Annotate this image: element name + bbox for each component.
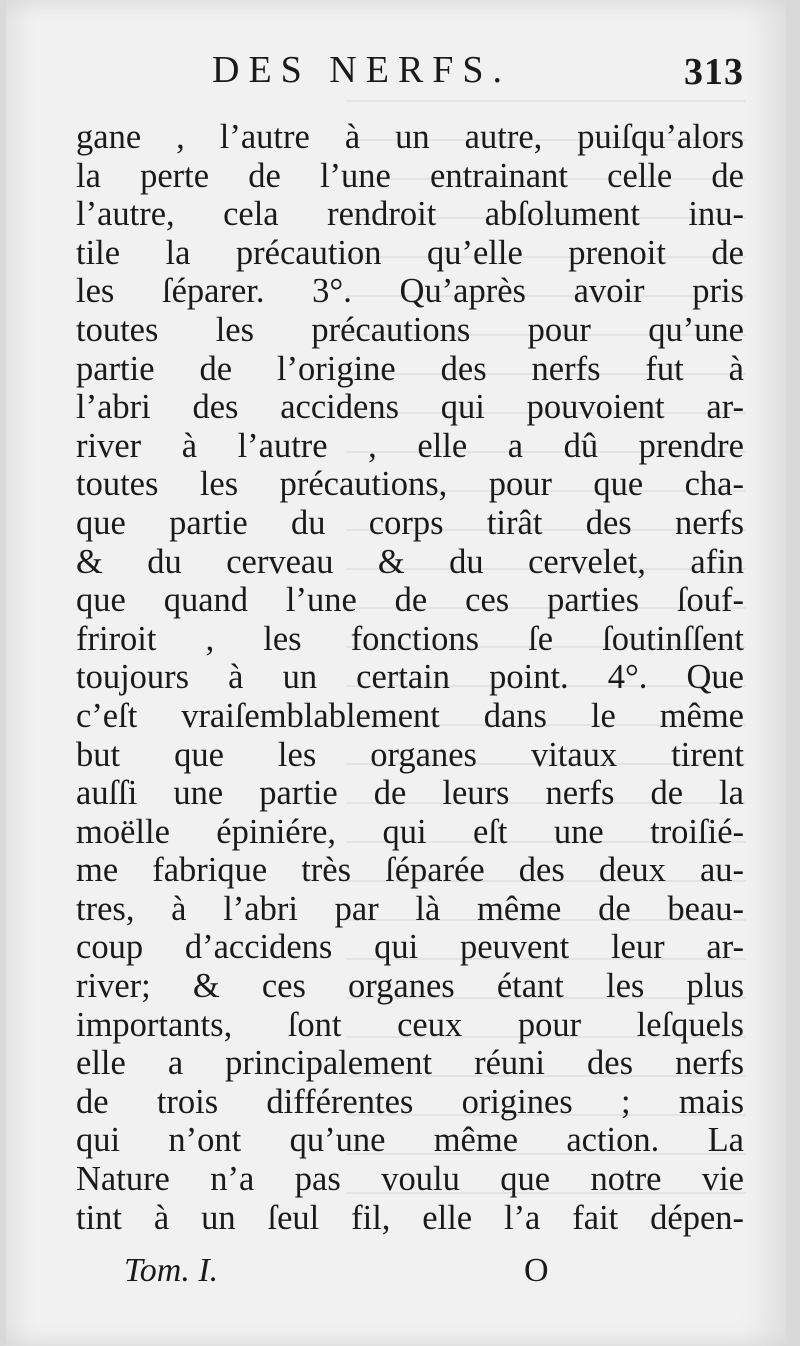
text-line: tint à un ſeul fil, elle l’a fait dépen- [76,1198,744,1237]
volume-signature: Tom. I. [124,1252,219,1289]
text-line: & du cerveau & du cervelet, afin [76,542,744,581]
text-line: que partie du corps tirât des nerfs [76,503,744,542]
text-line: importants, ſont ceux pour leſquels [76,1005,744,1044]
text-line: l’autre, cela rendroit abſolument inu- [76,195,744,234]
running-title: DES NERFS. [212,49,512,91]
text-line: river à l’autre , elle a dû prendre [76,426,744,465]
text-line: partie de l’origine des nerfs fut à [76,349,744,388]
text-line: coup d’accidens qui peuvent leur ar- [76,928,744,967]
body-text [76,118,744,1237]
text-line: toutes les précautions pour qu’une [76,310,744,349]
text-line: moëlle épiniére, qui eſt une troiſié- [76,812,744,851]
text-line: c’eſt vraiſemblablement dans le même [76,696,744,735]
text-line: toutes les précautions, pour que cha- [76,465,744,504]
text-line: la perte de l’une entrainant celle de [76,156,744,195]
text-line: les ſéparer. 3°. Qu’après avoir pris [76,272,744,311]
text-line: de trois différentes origines ; mais [76,1082,744,1121]
text-line: qui n’ont qu’une même action. La [76,1121,744,1160]
page-footer [6,1252,766,1300]
text-line: river; & ces organes étant les plus [76,967,744,1006]
text-line: que quand l’une de ces parties ſouf- [76,581,744,620]
text-line: toujours à un certain point. 4°. Que [76,658,744,697]
text-line: but que les organes vitaux tirent [76,735,744,774]
text-line: me fabrique très ſéparée des deux au- [76,851,744,890]
book-page [6,0,786,1346]
text-line: auſſi une partie de leurs nerfs de la [76,774,744,813]
page-header [6,48,766,98]
text-line: tres, à l’abri par là même de beau- [76,889,744,928]
signature-mark: O [524,1252,549,1289]
text-line: Nature n’a pas voulu que notre vie [76,1160,744,1199]
text-line: friroit , les fonctions ſe ſoutinſſent [76,619,744,658]
page-number: 313 [684,51,744,93]
text-line: l’abri des accidens qui pouvoient ar- [76,388,744,427]
text-line: gane , l’autre à un autre, puiſqu’alors [76,118,744,156]
text-line: tile la précaution qu’elle prenoit de [76,233,744,272]
text-line: elle a principalement réuni des nerfs [76,1044,744,1083]
